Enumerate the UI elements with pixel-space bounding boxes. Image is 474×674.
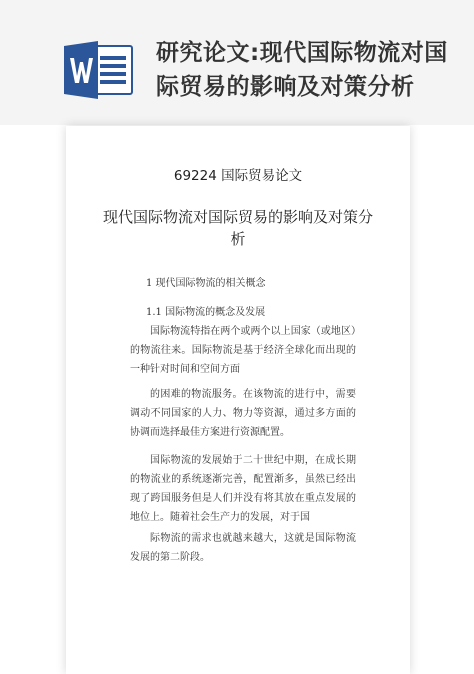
header-title: 研究论文:现代国际物流对国际贸易的影响及对策分析 bbox=[156, 40, 448, 100]
section-heading-1-1: 1.1 国际物流的概念及发展 bbox=[146, 307, 266, 318]
document-number-line: 69224 国际贸易论文 bbox=[173, 168, 303, 184]
document-title: 现代国际物流对国际贸易的影响及对策分析 bbox=[102, 208, 373, 248]
document-header bbox=[0, 0, 474, 125]
word-document-icon bbox=[62, 40, 136, 100]
body-paragraph: 国际物流特指在两个或两个以上国家（或地区）的物流往来。国际物流是基于经济全球化而出现的一种针对时间和空间方面 bbox=[130, 326, 356, 375]
section-heading-1: 1 现代国际物流的相关概念 bbox=[146, 278, 266, 289]
body-paragraph: 国际物流的发展始于二十世纪中期，在成长期的物流业的系统逐渐完善，配置渐多，虽然已经出现了跨国服务但是人们并没有将其放在重点发展的地位上。随着社会生产力的发展，对于国 bbox=[130, 455, 356, 523]
body-paragraph: 际物流的需求也就越来越大，这就是国际物流发展的第二阶段。 bbox=[130, 533, 356, 563]
document-page bbox=[66, 126, 410, 674]
body-paragraph: 的困难的物流服务。在该物流的进行中，需要调动不同国家的人力、物力等资源，通过多方面的协调而选择最佳方案进行资源配置。 bbox=[130, 389, 356, 438]
